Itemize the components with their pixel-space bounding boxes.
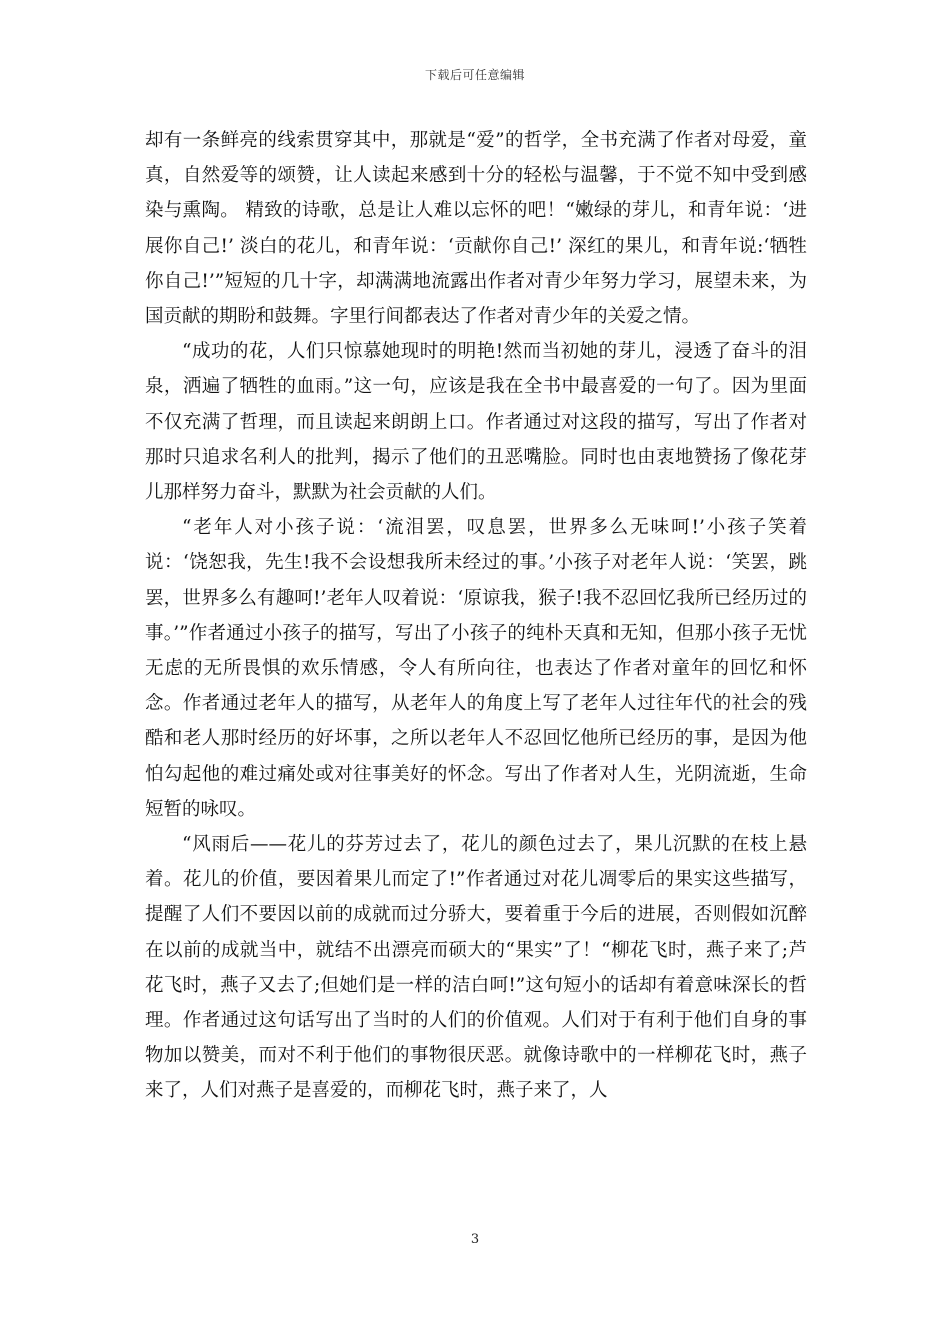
paragraph-2: “成功的花，人们只惊慕她现时的明艳!然而当初她的芽儿，浸透了奋斗的泪泉，洒遍了牺牲的血雨。”这一句，应该是我在全书中最喜爱的一句了。因为里面不仅充满了哲理，而且读起来朗朗上口。作者通过对这段的描写，写出了作者对那时只追求名利人的批判，揭示了他们的丑恶嘴脸。同时也由衷地赞扬了像花芽儿那样努力奋斗，默默为社会贡献的人们。: [145, 341, 807, 504]
document-body: [145, 123, 807, 1109]
paragraph-1: 却有一条鲜亮的线索贯穿其中，那就是“爱”的哲学，全书充满了作者对母爱，童真，自然爱等的颂赞，让人读起来感到十分的轻松与温馨，于不觉不知中受到感染与熏陶。 精致的诗歌，总是让人难以忘怀的吧！“嫩绿的芽儿，和青年说：‘进展你自己!’ 淡白的花儿，和青年说：‘贡献你自己!’ 深红的果儿，和青年说:‘牺牲你自己!’”短短的几十字，却满满地流露出作者对青少年努力学习，展望未来，为国贡献的期盼和鼓舞。字里行间都表达了作者对青少年的关爱之情。: [145, 130, 807, 328]
paragraph-3: “老年人对小孩子说：‘流泪罢，叹息罢，世界多么无味呵!’小孩子笑着说：‘饶恕我，先生!我不会设想我所未经过的事。’小孩子对老年人说：‘笑罢，跳罢，世界多么有趣呵!’老年人叹着说：‘原谅我，猴子!我不忍回忆我所已经历过的事。’”作者通过小孩子的描写，写出了小孩子的纯朴天真和无知，但那小孩子无忧无虑的无所畏惧的欢乐情感，令人有所向往，也表达了作者对童年的回忆和怀念。作者通过老年人的描写，从老年人的角度上写了老年人过往年代的社会的残酷和老人那时经历的好坏事，之所以老年人不忍回忆他所已经历的事，是因为他怕勾起他的难过痛处或对往事美好的怀念。写出了作者对人生，光阴流逝，生命短暂的咏叹。: [145, 517, 807, 820]
paragraph-4: “风雨后——花儿的芬芳过去了，花儿的颜色过去了，果儿沉默的在枝上悬着。花儿的价值，要因着果儿而定了!”作者通过对花儿凋零后的果实这些描写，提醒了人们不要因以前的成就而过分骄大，要着重于今后的进展，否则假如沉醉在以前的成就当中，就结不出漂亮而硕大的“果实”了！“柳花飞时，燕子来了;芦花飞时，燕子又去了;但她们是一样的洁白呵!”这句短小的话却有着意味深长的哲理。作者通过这句话写出了当时的人们的价值观。人们对于有利于他们自身的事物加以赞美，而对不利于他们的事物很厌恶。就像诗歌中的一样柳花飞时，燕子来了，人们对燕子是喜爱的，而柳花飞时，燕子来了，人: [145, 834, 807, 1102]
page-header: 下载后可任意编辑: [424, 68, 525, 82]
page-number: 3: [470, 1232, 480, 1247]
